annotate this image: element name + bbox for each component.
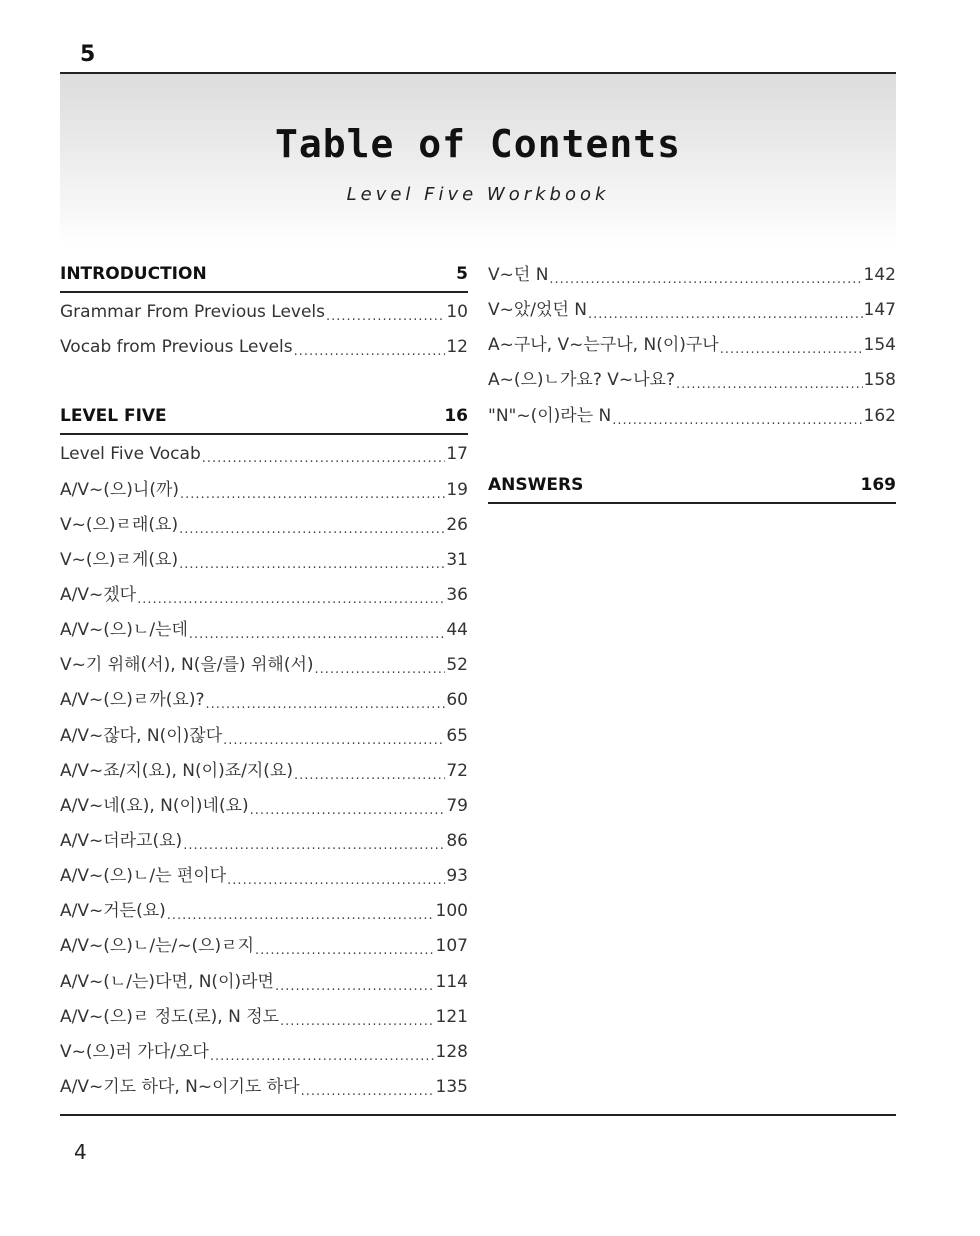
dot-leader	[588, 308, 863, 321]
dot-leader	[179, 523, 445, 536]
toc-entry[interactable]	[60, 754, 468, 789]
page-ref: 31	[446, 549, 468, 570]
dot-leader	[179, 558, 445, 571]
dot-leader	[301, 1085, 435, 1098]
page-ref: 26	[446, 514, 468, 535]
dot-leader	[315, 663, 446, 676]
toc-entry[interactable]	[60, 613, 468, 648]
page-ref: 72	[446, 760, 468, 781]
dot-leader	[167, 909, 435, 922]
bottom-divider	[60, 1114, 896, 1116]
toc-entry[interactable]	[60, 859, 468, 894]
page-ref: 17	[446, 444, 468, 465]
page-ref: 79	[446, 795, 468, 816]
dot-leader	[280, 1015, 435, 1028]
entry-title: A/V~(으)ㄴ/는데	[60, 620, 188, 641]
toc-spacer	[488, 434, 896, 469]
toc-entry[interactable]	[60, 437, 468, 472]
toc-left-column	[60, 258, 468, 1105]
dot-leader	[676, 378, 863, 391]
page-ref: 36	[446, 585, 468, 606]
entry-title: A/V~겠다	[60, 585, 137, 606]
toc-entry[interactable]	[60, 683, 468, 718]
toc-entry[interactable]	[60, 1000, 468, 1035]
page-ref: 44	[446, 620, 468, 641]
entry-title: A/V~기도 하다, N~이기도 하다	[60, 1077, 300, 1098]
entry-title: V~(으)ㄹ래(요)	[60, 514, 179, 535]
page-ref: 65	[446, 725, 468, 746]
dot-leader	[223, 734, 445, 747]
toc-entry[interactable]	[488, 399, 896, 434]
toc-entry[interactable]	[60, 473, 468, 508]
page-ref: 107	[435, 936, 468, 957]
dot-leader	[137, 593, 445, 606]
toc-entry[interactable]	[60, 894, 468, 929]
entry-title: A/V~죠/지(요), N(이)죠/지(요)	[60, 760, 293, 781]
page-ref: 93	[446, 866, 468, 887]
toc-entry[interactable]	[60, 543, 468, 578]
dot-leader	[255, 944, 435, 957]
page-ref: 121	[435, 1006, 468, 1027]
toc-entry[interactable]	[60, 578, 468, 613]
entry-title: "N"~(이)라는 N	[488, 405, 612, 426]
entry-title: V~(으)러 가다/오다	[60, 1041, 209, 1062]
page-ref: 154	[863, 335, 896, 356]
dot-leader	[326, 310, 445, 323]
toc-spacer	[60, 365, 468, 400]
entry-title: A/V~더라고(요)	[60, 831, 183, 852]
toc-entry[interactable]	[60, 824, 468, 859]
entry-title: A/V~(으)니(까)	[60, 479, 180, 500]
dot-leader	[202, 452, 446, 465]
entry-title: V~기 위해(서), N(을/를) 위해(서)	[60, 655, 314, 676]
toc-entry[interactable]	[488, 363, 896, 398]
entry-title: V~았/었던 N	[488, 300, 587, 321]
entry-title: A/V~네(요), N(이)네(요)	[60, 795, 249, 816]
dot-leader	[720, 343, 863, 356]
toc-entry[interactable]	[488, 293, 896, 328]
page-title: Table of Contents	[275, 122, 681, 166]
page-ref: 60	[446, 690, 468, 711]
section-title: LEVEL FIVE	[60, 406, 167, 427]
toc-section-heading[interactable]	[488, 469, 896, 504]
dot-leader	[612, 414, 862, 427]
toc-entry[interactable]	[60, 965, 468, 1000]
entry-title: A/V~(으)ㄹ까(요)?	[60, 690, 205, 711]
page-ref: 86	[446, 831, 468, 852]
page-ref: 158	[863, 370, 896, 391]
toc-entry[interactable]	[60, 1070, 468, 1105]
dot-leader	[189, 628, 445, 641]
toc-entry[interactable]	[60, 719, 468, 754]
entry-title: Grammar From Previous Levels	[60, 302, 326, 323]
page-ref: 169	[860, 474, 896, 495]
page-ref: 12	[446, 337, 468, 358]
entry-title: Vocab from Previous Levels	[60, 337, 293, 358]
toc-entry[interactable]	[60, 789, 468, 824]
dot-leader	[275, 980, 435, 993]
entry-title: A/V~잖다, N(이)잖다	[60, 725, 223, 746]
entry-title: A/V~(ㄴ/는)다면, N(이)라면	[60, 971, 274, 992]
dot-leader	[227, 874, 445, 887]
page-ref: 142	[863, 265, 896, 286]
dot-leader	[294, 769, 445, 782]
dot-leader	[294, 345, 446, 358]
dot-leader	[210, 1050, 435, 1063]
entry-title: A~구나, V~는구나, N(이)구나	[488, 335, 719, 356]
page-ref: 162	[863, 405, 896, 426]
toc-entry[interactable]	[60, 295, 468, 330]
toc-right-column	[488, 258, 896, 506]
page-ref: 5	[456, 264, 468, 284]
section-title: INTRODUCTION	[60, 264, 207, 284]
page-ref: 128	[435, 1041, 468, 1062]
toc-entry[interactable]	[60, 929, 468, 964]
entry-title: A/V~(으)ㄴ/는/~(으)ㄹ지	[60, 936, 254, 957]
entry-title: A~(으)ㄴ가요? V~나요?	[488, 370, 675, 391]
page-ref: 114	[435, 971, 468, 992]
dot-leader	[205, 698, 445, 711]
entry-title: A/V~거든(요)	[60, 901, 166, 922]
page-ref: 19	[446, 479, 468, 500]
entry-title: Level Five Vocab	[60, 444, 201, 465]
dot-leader	[183, 839, 445, 852]
page-ref: 147	[863, 300, 896, 321]
toc-section-heading[interactable]	[60, 400, 468, 435]
toc-entry[interactable]	[488, 328, 896, 363]
toc-entry[interactable]	[488, 258, 896, 293]
page-ref: 135	[435, 1077, 468, 1098]
page-ref: 100	[435, 901, 468, 922]
toc-entry[interactable]	[60, 1035, 468, 1070]
dot-leader	[180, 488, 445, 501]
dot-leader	[549, 273, 862, 286]
entry-title: V~(으)ㄹ게(요)	[60, 549, 179, 570]
toc-entry[interactable]	[60, 648, 468, 683]
page-subtitle: Level Five Workbook	[346, 184, 610, 205]
page-ref: 10	[446, 302, 468, 323]
toc-entry[interactable]	[60, 330, 468, 365]
section-title: ANSWERS	[488, 474, 584, 495]
level-badge: 5	[80, 42, 96, 67]
page-ref: 16	[444, 406, 468, 427]
dot-leader	[250, 804, 446, 817]
toc-entry[interactable]	[60, 508, 468, 543]
entry-title: A/V~(으)ㄹ 정도(로), N 정도	[60, 1006, 280, 1027]
page-ref: 52	[446, 655, 468, 676]
toc-section-heading[interactable]	[60, 258, 468, 293]
page-number: 4	[74, 1140, 87, 1164]
entry-title: V~던 N	[488, 265, 549, 286]
entry-title: A/V~(으)ㄴ/는 편이다	[60, 866, 227, 887]
